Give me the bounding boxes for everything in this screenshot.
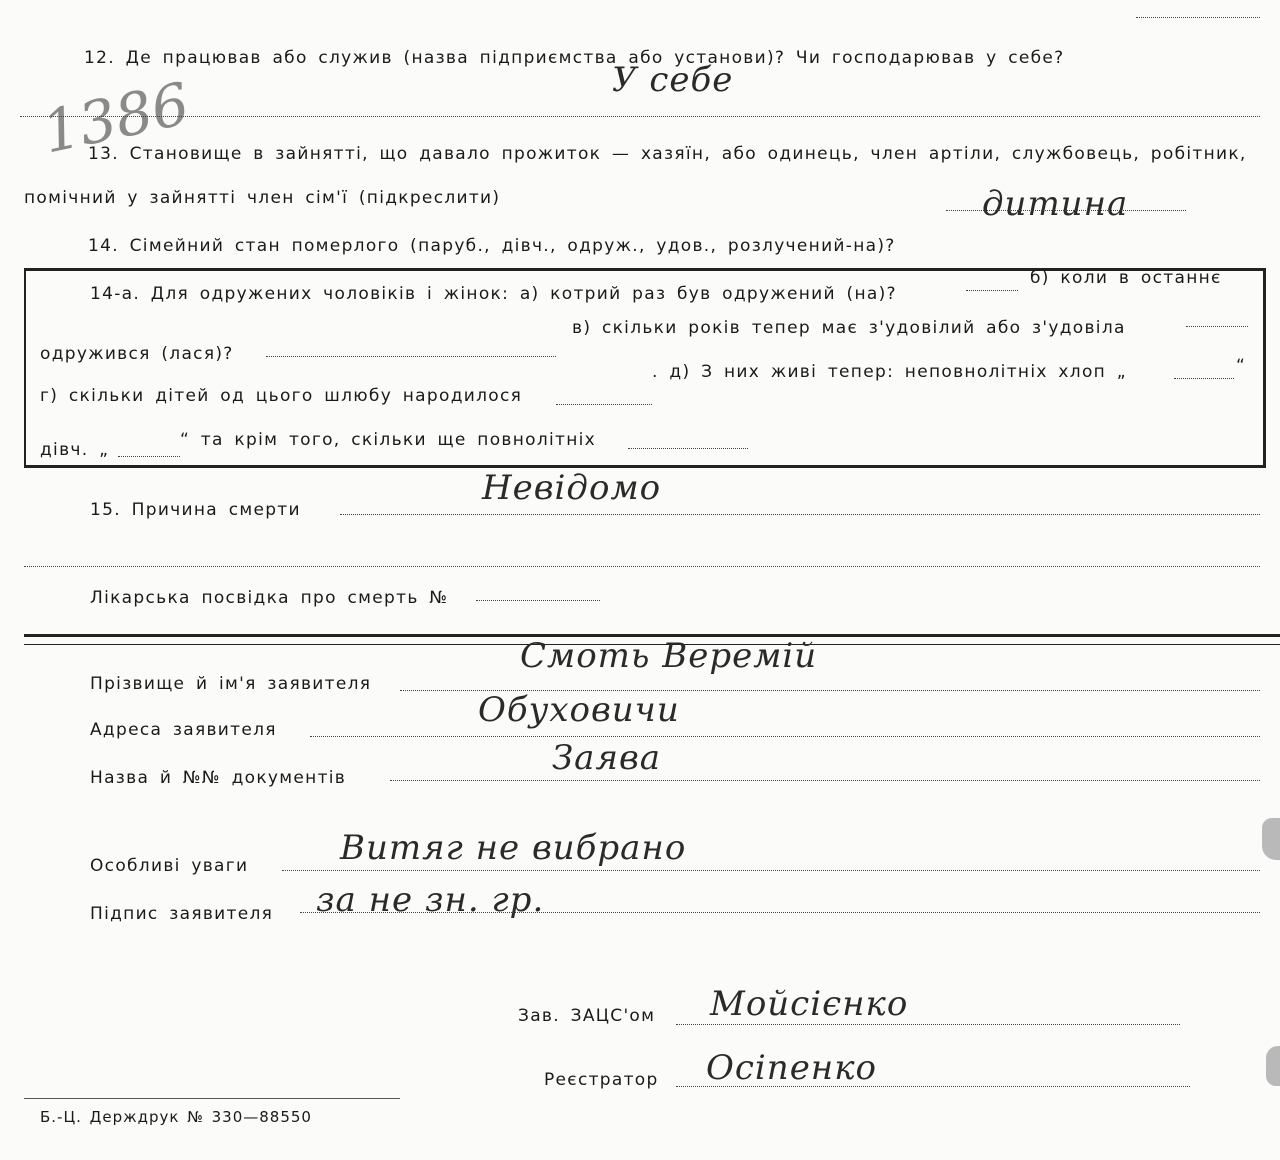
med-label: Лікарська посвідка про смерть №: [90, 588, 449, 608]
q14a-line4-b: “ та крім того, скільки ще повнолітніх: [180, 430, 597, 450]
q14-dots: [946, 210, 1186, 211]
head-label: Зав. ЗАЦС'ом: [518, 1006, 656, 1026]
head-answer: Мойсієнко: [710, 984, 909, 1024]
q14a-b-dots: [266, 356, 556, 357]
applicant-name-label: Прізвище й ім'я заявителя: [90, 674, 372, 694]
signature-label: Підпис заявителя: [90, 904, 274, 924]
archive-number: 1386: [36, 69, 196, 167]
q14-label: 14. Сімейний стан померлого (паруб., дівч., одруж., удов., розлучений-на)?: [88, 236, 896, 256]
q14a-c-dots: [1186, 326, 1248, 327]
registrar-dots: [676, 1086, 1190, 1087]
head-dots: [676, 1024, 1180, 1025]
footer-rule: [24, 1098, 400, 1099]
q14a-line3-a: г) скільки дітей од цього шлюбу народилося: [40, 386, 523, 406]
q14a-line3-c: “: [1236, 356, 1247, 376]
q14a-g-dots: [628, 448, 748, 449]
q12-dots: [1136, 17, 1260, 18]
applicant-address-answer: Обуховичи: [478, 690, 680, 730]
paper-tear-mark: [1262, 818, 1280, 860]
q15-extra-line: [24, 566, 1260, 567]
documents-label: Назва й №№ документів: [90, 768, 347, 788]
notes-answer: Витяг не вибрано: [340, 828, 687, 868]
q15-label: 15. Причина смерти: [90, 500, 301, 520]
q14a-line1-a: 14-а. Для одружених чоловіків і жінок: а) котрий раз був одружений (на)?: [90, 284, 897, 304]
q14a-line1-b: б) коли в останнє: [1030, 268, 1222, 288]
signature-dots: [300, 912, 1260, 913]
q13-label-line1: 13. Становище в зайнятті, що давало прожиток — хазяїн, або одинець, член артіли, службовець, робітник,: [88, 144, 1247, 164]
q15-dots: [340, 514, 1260, 515]
q14a-line4-a: дівч. „: [40, 440, 110, 460]
q14a-d-dots: [556, 404, 652, 405]
applicant-address-label: Адреса заявителя: [90, 720, 277, 740]
notes-label: Особливі уваги: [90, 856, 249, 876]
applicant-address-dots: [310, 736, 1260, 737]
q14a-e-dots: [1174, 378, 1234, 379]
q13-label-line2: помічний у зайнятті член сім'ї (підкреслити): [24, 188, 501, 208]
q12-label: 12. Де працював або служив (назва підприємства або установи)? Чи господарював у себе?: [84, 48, 1065, 68]
documents-dots: [390, 780, 1260, 781]
q14a-a-dots: [966, 290, 1018, 291]
q14a-f-dots: [118, 456, 180, 457]
q12-answer: У себе: [612, 60, 734, 100]
q14a-line3-b: . д) З них живі тепер: неповнолітніх хлоп „: [652, 362, 1127, 382]
q14a-line2-b: в) скільки років тепер має з'удовілий або з'удовіла: [572, 318, 1126, 338]
registrar-answer: Осіпенко: [706, 1048, 877, 1088]
signature-answer: за не зн. гр.: [316, 880, 545, 920]
q15-answer: Невідомо: [482, 468, 662, 508]
paper-tear-mark-lower: [1266, 1046, 1280, 1086]
q12-answer-line: [20, 116, 1260, 117]
med-dots: [476, 600, 600, 601]
q14a-line2-a: одружився (лася)?: [40, 344, 234, 364]
registrar-label: Реєстратор: [544, 1070, 659, 1090]
q14-answer: дитина: [982, 184, 1129, 224]
documents-answer: Заява: [552, 738, 662, 778]
notes-dots: [282, 870, 1260, 871]
printer-imprint: Б.-Ц. Держдрук № 330—88550: [40, 1108, 312, 1126]
applicant-name-answer: Смоть Веремій: [520, 636, 818, 676]
